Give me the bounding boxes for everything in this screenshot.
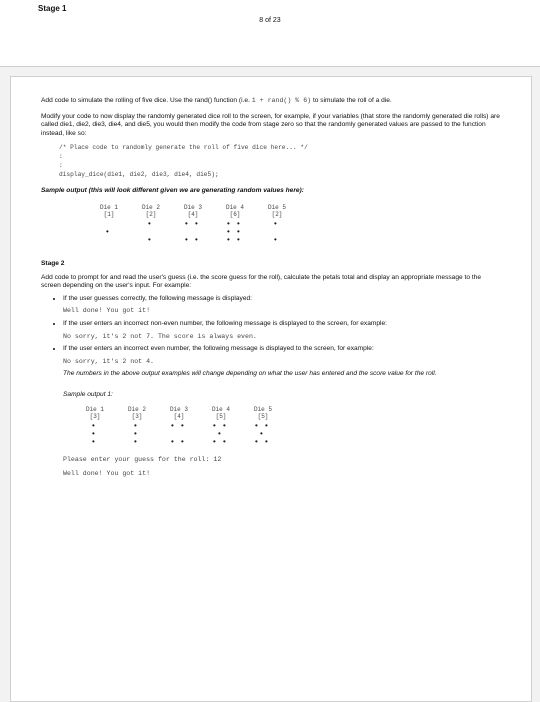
- sample-output-heading: Sample output (this will look different given we are generating random values here):: [41, 187, 304, 195]
- page-content: [41, 97, 501, 479]
- die: [161, 406, 197, 446]
- die-pip: •: [259, 429, 264, 439]
- die: [133, 204, 169, 244]
- die: [245, 406, 281, 446]
- message-example: No sorry, it's 2 not 4.: [63, 357, 155, 365]
- dice-output: [91, 204, 501, 244]
- message-item: [63, 345, 501, 366]
- die: [259, 204, 295, 244]
- die-pip: •: [236, 235, 241, 245]
- die-face: [245, 420, 281, 446]
- die-pip: •: [222, 421, 227, 431]
- die-face: [77, 420, 113, 446]
- die-face: [259, 218, 295, 244]
- code-line: :: [59, 162, 63, 170]
- die-pip: •: [236, 219, 241, 229]
- die: [175, 204, 211, 244]
- die-face: [161, 420, 197, 446]
- die-pip: •: [226, 235, 231, 245]
- die-value: [6]: [229, 210, 241, 218]
- die-value: [5]: [215, 412, 227, 420]
- message-example: No sorry, it's 2 not 7. The score is always even.: [63, 332, 257, 340]
- die-pip: •: [273, 219, 278, 229]
- die-pip: •: [91, 429, 96, 439]
- die: [77, 406, 113, 446]
- die-pip: •: [91, 437, 96, 447]
- stage2-intro: Add code to prompt for and read the user's guess (i.e. the score guess for the roll), calculate the petals total and display an appropriate message to the screen depending on the user's input. For example:: [41, 273, 481, 290]
- die-label: Die 3: [169, 405, 188, 413]
- die-value: [4]: [187, 210, 199, 218]
- stage2-heading: Stage 2: [41, 259, 65, 267]
- die-pip: •: [105, 227, 110, 237]
- die-pip: •: [184, 235, 189, 245]
- die-pip: •: [170, 437, 175, 447]
- message-example: Well done! You got it!: [63, 307, 151, 315]
- die-pip: •: [133, 421, 138, 431]
- die-pip: •: [222, 437, 227, 447]
- die-label: Die 2: [127, 405, 146, 413]
- die-pip: •: [147, 235, 152, 245]
- die-pip: •: [264, 437, 269, 447]
- die-pip: •: [184, 219, 189, 229]
- page-number: 8 of 23: [259, 17, 281, 24]
- die-label: Die 5: [267, 203, 286, 211]
- die-pip: •: [226, 219, 231, 229]
- die-value: [5]: [257, 412, 269, 420]
- die-pip: •: [226, 227, 231, 237]
- die-value: [3]: [131, 412, 143, 420]
- die-label: Die 3: [183, 203, 202, 211]
- stage-label: Stage 1: [38, 4, 67, 13]
- die-face: [217, 218, 253, 244]
- die-pip: •: [194, 219, 199, 229]
- die-pip: •: [133, 437, 138, 447]
- message-description: If the user guesses correctly, the following message is displayed:: [63, 294, 252, 302]
- die: [217, 204, 253, 244]
- code-line: display_dice(die1, die2, die3, die4, die5);: [59, 171, 219, 179]
- die-pip: •: [212, 437, 217, 447]
- die-pip: •: [133, 429, 138, 439]
- rand-expression: 1 + rand() % 6): [251, 97, 312, 104]
- die-face: [91, 218, 127, 244]
- die-pip: •: [217, 429, 222, 439]
- die-face: [133, 218, 169, 244]
- intro-text-a: Add code to simulate the rolling of five dice. Use the rand() function (i.e.: [41, 97, 252, 104]
- die-face: [119, 420, 155, 446]
- die-label: Die 4: [225, 203, 244, 211]
- message-description: If the user enters an incorrect non-even number, the following message is displayed to the screen, for example:: [63, 319, 388, 327]
- die-label: Die 4: [211, 405, 230, 413]
- sample-output-1-heading: Sample output 1:: [63, 390, 113, 398]
- die-face: [175, 218, 211, 244]
- message-list: [41, 295, 501, 367]
- die-label: Die 1: [85, 405, 104, 413]
- die-pip: •: [180, 421, 185, 431]
- die-value: [2]: [145, 210, 157, 218]
- document-page: [10, 76, 532, 702]
- guess-prompt: Please enter your guess for the roll: 12: [63, 455, 222, 463]
- die-pip: •: [273, 235, 278, 245]
- intro-text-b: to simulate the roll of a die.: [311, 97, 392, 104]
- die-pip: •: [212, 421, 217, 431]
- note-paragraph: The numbers in the above output examples will change depending on what the user has entered and the score value for the roll.: [63, 370, 437, 378]
- die-pip: •: [194, 235, 199, 245]
- die-face: [203, 420, 239, 446]
- die-pip: •: [170, 421, 175, 431]
- code-line: :: [59, 153, 63, 161]
- die-value: [2]: [271, 210, 283, 218]
- stage1-modify-paragraph: Modify your code to now display the randomly generated dice roll to the screen, for example, if your variables (that store the randomly generated die rolls) are called die1, die2, die3, die4, and die5, you would then modify the code from stage zero so that the randomly generated values are passed to the function instead, like so:: [41, 112, 500, 137]
- die-pip: •: [254, 421, 259, 431]
- die-value: [3]: [89, 412, 101, 420]
- die: [91, 204, 127, 244]
- die-pip: •: [147, 219, 152, 229]
- die-label: Die 5: [253, 405, 272, 413]
- previous-page-fragment: [0, 0, 540, 67]
- message-item: [63, 295, 501, 316]
- code-line: /* Place code to randomly generate the roll of five dice here... */: [59, 144, 308, 152]
- die: [119, 406, 155, 446]
- message-description: If the user enters an incorrect even number, the following message is displayed to the screen, for example:: [63, 345, 374, 353]
- die-pip: •: [254, 437, 259, 447]
- die-label: Die 1: [99, 203, 118, 211]
- result-message: Well done! You got it!: [63, 470, 151, 478]
- die: [203, 406, 239, 446]
- die-label: Die 2: [141, 203, 160, 211]
- die-pip: •: [91, 421, 96, 431]
- die-value: [1]: [103, 210, 115, 218]
- die-pip: •: [264, 421, 269, 431]
- dice-output: [77, 406, 501, 446]
- die-value: [4]: [173, 412, 185, 420]
- stage1-intro: [41, 97, 501, 106]
- code-snippet: [59, 143, 501, 179]
- die-pip: •: [236, 227, 241, 237]
- die-pip: •: [180, 437, 185, 447]
- message-item: [63, 320, 501, 341]
